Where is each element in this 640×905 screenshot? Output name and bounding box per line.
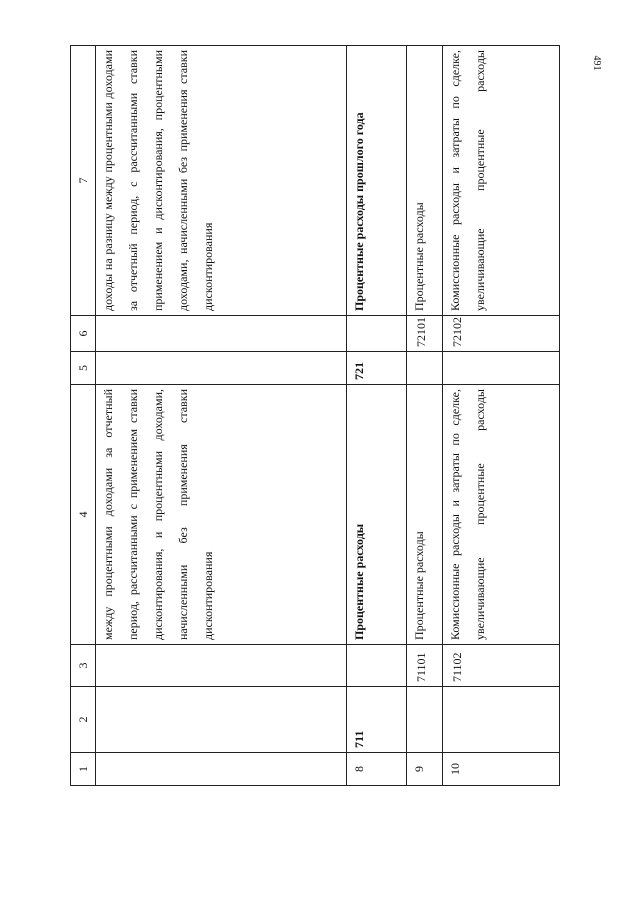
description-cell: Процентные расходы xyxy=(407,46,443,316)
description-cell: доходы на разницу между процентными доходами за отчетный период, с рассчитанными ставки применением и дисконтирования, процентными доходами, начисленными без применения ставки дисконтирования xyxy=(96,46,347,316)
description-cell: Процентные расходы xyxy=(407,385,443,645)
account-code-cell xyxy=(96,352,347,385)
account-code-cell xyxy=(407,687,443,753)
row-number-cell xyxy=(96,753,347,786)
description-cell: Комиссионные расходы и затраты по сделке, увеличивающие процентные расходы xyxy=(443,46,560,316)
subaccount-code-cell: 71102 xyxy=(443,645,560,687)
row-number-cell: 10 xyxy=(443,753,560,786)
header-cell: 3 xyxy=(71,645,96,687)
table-row xyxy=(347,46,407,786)
description-cell: Комиссионные расходы и затраты по сделке, увеличивающие процентные расходы xyxy=(443,385,560,645)
subaccount-code-cell: 72102 xyxy=(443,316,560,352)
subaccount-code-cell xyxy=(96,645,347,687)
account-code-cell: 721 xyxy=(347,352,407,385)
header-cell: 2 xyxy=(71,687,96,753)
account-code-cell xyxy=(96,687,347,753)
row-number-cell: 9 xyxy=(407,753,443,786)
account-code-cell xyxy=(443,687,560,753)
subaccount-code-cell: 72101 xyxy=(407,316,443,352)
header-cell: 1 xyxy=(71,753,96,786)
table-row xyxy=(443,46,560,786)
account-code-cell xyxy=(407,352,443,385)
description-cell: Процентные расходы xyxy=(347,385,407,645)
subaccount-code-cell: 71101 xyxy=(407,645,443,687)
table-header-row xyxy=(71,46,96,786)
description-cell: Процентные расходы прошлого года xyxy=(347,46,407,316)
accounts-table xyxy=(70,45,560,786)
header-cell: 5 xyxy=(71,352,96,385)
row-number-cell: 8 xyxy=(347,753,407,786)
subaccount-code-cell xyxy=(96,316,347,352)
table-row xyxy=(96,46,347,786)
header-cell: 7 xyxy=(71,46,96,316)
rotated-table-wrapper xyxy=(70,46,560,786)
page-number: 491 xyxy=(591,55,602,71)
account-code-cell xyxy=(443,352,560,385)
subaccount-code-cell xyxy=(347,645,407,687)
subaccount-code-cell xyxy=(347,316,407,352)
description-cell: между процентными доходами за отчетный период, рассчитанными с применением ставки дисконтирования, и процентными доходами, начисленными без применения ставки дисконтирования xyxy=(96,385,347,645)
table-row xyxy=(407,46,443,786)
account-code-cell: 711 xyxy=(347,687,407,753)
header-cell: 6 xyxy=(71,316,96,352)
header-cell: 4 xyxy=(71,385,96,645)
